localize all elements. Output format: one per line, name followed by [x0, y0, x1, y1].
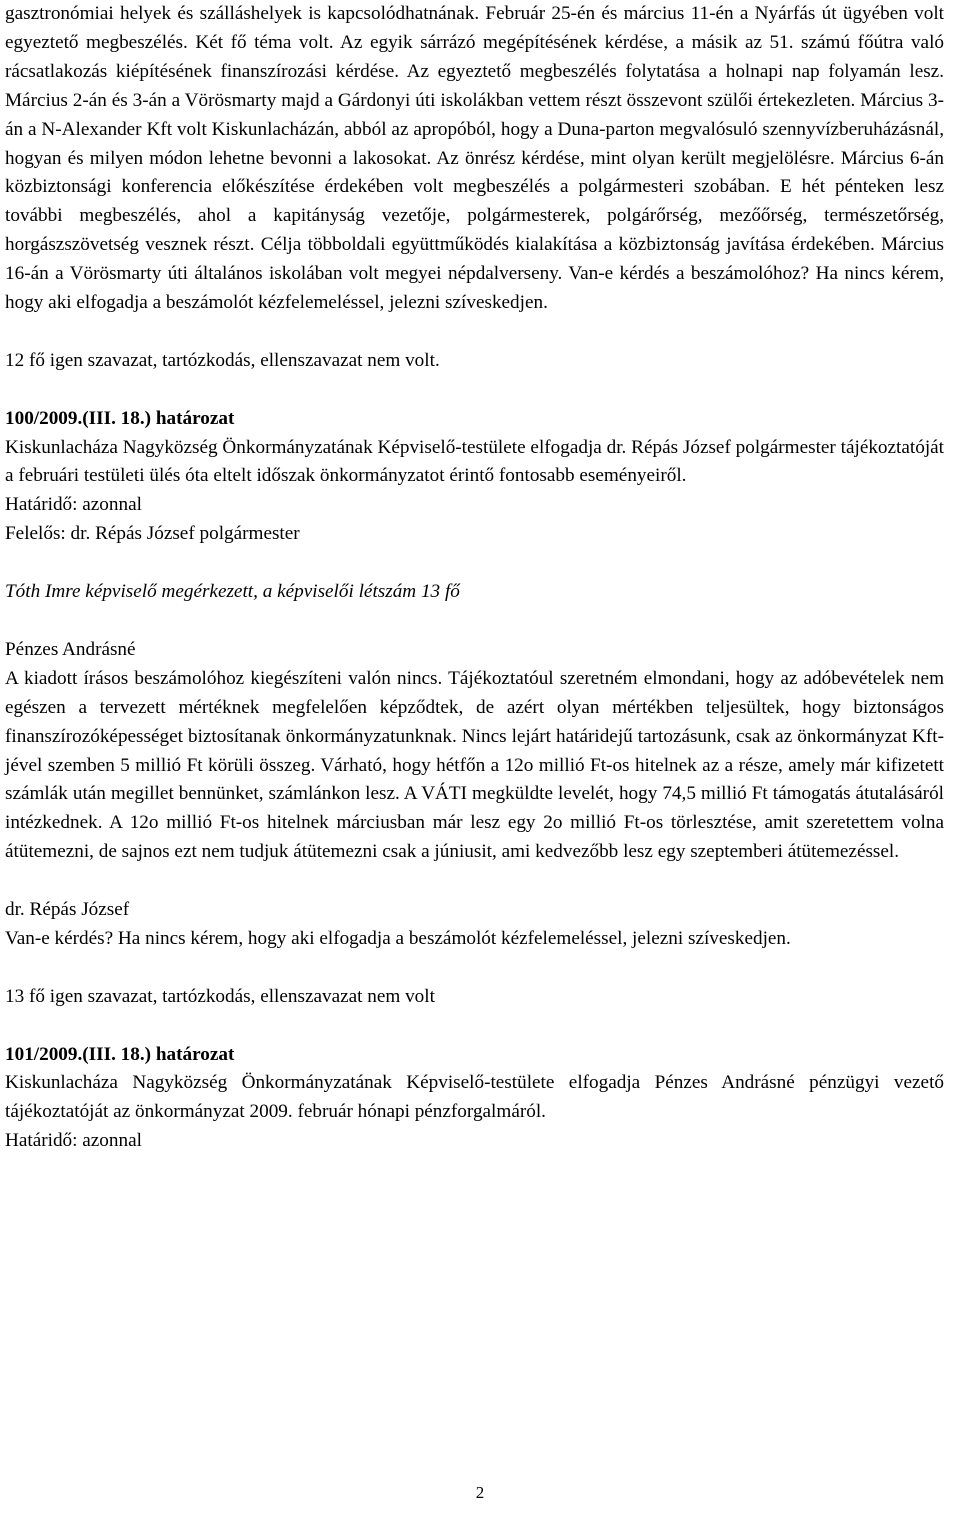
mayor-report-paragraph: gasztronómiai helyek és szálláshelyek is kapcsolódhatnának. Február 25-én és március 11-én a Nyárfás út ügyében volt egyeztető megbeszélés. Két fő téma volt. Az egyik sárrázó megépítésének kérdése, a másik az 51. számú főútra való rácsatlakozás kiépítésének finanszírozási kérdése. Az egyeztető megbeszélés folytatása a holnapi nap folyamán lesz. Március 2-án és 3-án a Vörösmarty majd a Gárdonyi úti iskolákban vettem részt összevont szülői értekezleten. Március 3-án a N-Alexander Kft volt Kiskunlacházán, abból az apropóból, hogy a Duna-parton megvalósuló szennyvízberuházásnál, hogyan és milyen módon lehetne bevonni a lakosokat. Az önrész kérdése, mint olyan került megjelölésre. Március 6-án közbiztonsági konferencia előkészítése érdekében volt megbeszélés a polgármesteri szobában. E hét pénteken lesz további megbeszélés, ahol a kapitányság vezetője, polgármesterek, polgárőrség, mezőőrség, természetőrség, horgászszövetség vesznek részt. Célja többoldali együttműködés kialakítása a közbiztonság javítása érdekében. Március 16-án a Vörösmarty úti általános iskolában volt megyei népdalverseny. Van-e kérdés a beszámolóhoz? Ha nincs kérem, hogy aki elfogadja a beszámolót kézfelemeléssel, jelezni szíveskedjen.: [5, 3, 944, 314]
vote-result-1: 12 fő igen szavazat, tartózkodás, ellenszavazat nem volt.: [5, 349, 440, 371]
speaker-text-2: Van-e kérdés? Ha nincs kérem, hogy aki elfogadja a beszámolót kézfelemeléssel, jelezni szíveskedjen.: [5, 927, 791, 949]
resolution-deadline-2: Határidő: azonnal: [5, 1130, 142, 1152]
arrival-note: Tóth Imre képviselő megérkezett, a képviselői létszám 13 fő: [5, 581, 460, 603]
resolution-number-2: 101/2009.(III. 18.) határozat: [5, 1043, 235, 1065]
spacer: [5, 607, 944, 636]
resolution-body-2: Kiskunlacháza Nagyközség Önkormányzatának Képviselő-testülete elfogadja Pénzes Andrásné pénzügyi vezető tájékoztatóját az önkormányzat 2009. február hónapi pénzforgalmáról.: [5, 1072, 944, 1123]
spacer: [5, 1012, 944, 1041]
resolution-number-1: 100/2009.(III. 18.) határozat: [5, 407, 235, 429]
resolution-body-1: Kiskunlacháza Nagyközség Önkormányzatának Képviselő-testülete elfogadja dr. Répás József polgármester tájékoztatóját a februári testületi ülés óta eltelt időszak önkormányzatot érintő fontosabb eseményeiről.: [5, 436, 944, 487]
spacer: [5, 318, 944, 347]
resolution-deadline-1: Határidő: azonnal: [5, 494, 142, 516]
resolution-responsible-1: Felelős: dr. Répás József polgármester: [5, 523, 300, 545]
speaker-text-1: A kiadott írásos beszámolóhoz kiegészíteni valón nincs. Tájékoztatóul szeretném elmondani, hogy az adóbevételek nem egészen a tervezett mértéknek megfelelően képződtek, de azért olyan mértékben teljesültek, hogy biztonságos finanszírozóképességet biztosítanak önkormányzatunknak. Nincs lejárt határidejű tartozásunk, csak az önkormányzat Kft-jével szemben 5 millió Ft körüli összeg. Várható, hogy hétfőn a 12o millió Ft-os hitelnek az a része, amely már kifizetett számlák után megillet bennünket, számlánkon lesz. A VÁTI megküldte levelét, hogy 74,5 millió Ft támogatás átutalásáról intézkednek. A 12o millió Ft-os hitelnek márciusban már lesz egy 2o millió Ft-os törlesztése, amit szeretettem volna átütemezni, de sajnos ezt nem tudjuk átütemezni csak a júniusit, ami kedvezőbb lesz egy szeptemberi átütemezéssel.: [5, 667, 944, 863]
spacer: [5, 954, 944, 983]
speaker-name-1: Pénzes Andrásné: [5, 638, 136, 660]
speaker-name-2: dr. Répás József: [5, 899, 130, 921]
spacer: [5, 376, 944, 405]
spacer: [5, 867, 944, 896]
page-number: 2: [475, 1483, 485, 1502]
spacer: [5, 549, 944, 578]
document-body: [5, 0, 944, 1156]
vote-result-2: 13 fő igen szavazat, tartózkodás, ellenszavazat nem volt: [5, 985, 435, 1007]
